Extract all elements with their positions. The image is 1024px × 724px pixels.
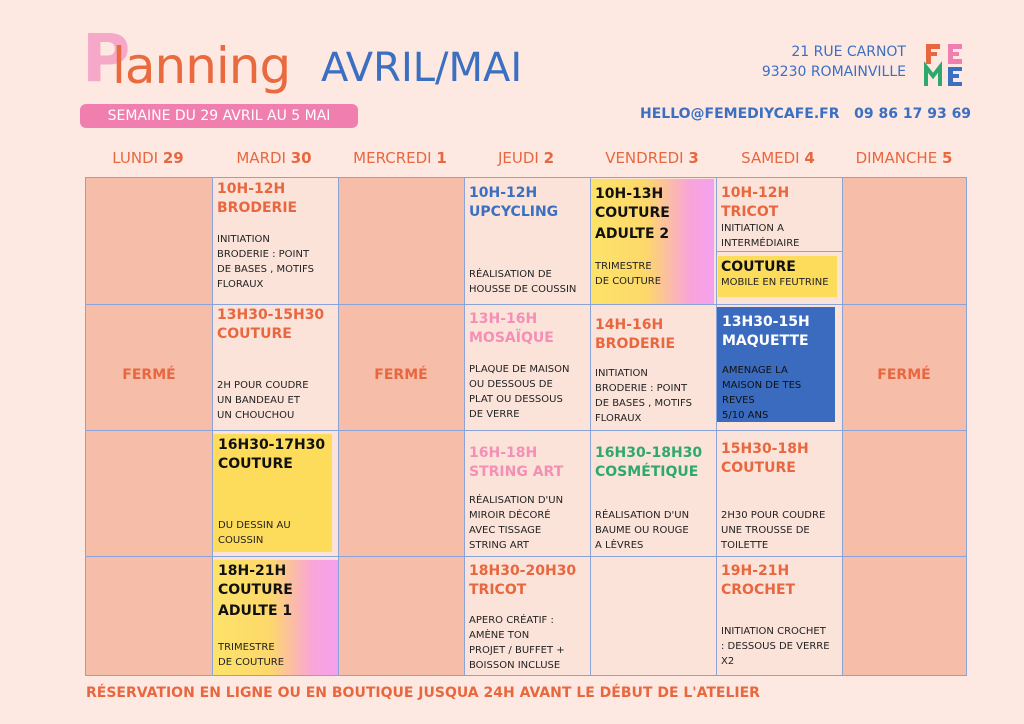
session-description: PLAQUE DE MAISON OU DESSOUS DE PLAT OU DESSOUS DE VERRE bbox=[469, 364, 570, 420]
day-header-saturday: SAMEDI 4 bbox=[741, 149, 815, 167]
day-header-wednesday: MERCREDI 1 bbox=[353, 149, 447, 167]
divider bbox=[716, 251, 842, 252]
session-time: 13H30-15H30 bbox=[217, 307, 325, 323]
session-time: 16H30-18H30 bbox=[595, 445, 703, 461]
session-description: MOBILE EN FEUTRINE bbox=[721, 277, 829, 288]
session-name: COUTURE bbox=[218, 456, 293, 472]
session-name: TRICOT bbox=[721, 204, 779, 220]
session-thursday-1[interactable] bbox=[464, 178, 590, 304]
day-header-monday: LUNDI 29 bbox=[112, 149, 184, 167]
column-divider bbox=[464, 178, 465, 675]
email-link[interactable]: HELLO@FEMEDIYCAFE.FR bbox=[640, 106, 840, 122]
session-description: TRIMESTRE DE COUTURE bbox=[595, 261, 662, 287]
session-name: BRODERIE bbox=[217, 200, 298, 216]
session-time: 16H30-17H30 bbox=[218, 437, 326, 453]
week-badge: SEMAINE DU 29 AVRIL AU 5 MAI bbox=[80, 104, 358, 128]
session-name: BRODERIE bbox=[595, 336, 676, 352]
session-description: TRIMESTRE DE COUTURE bbox=[218, 642, 285, 668]
session-description: INITIATION A INTERMÉDIAIRE bbox=[721, 223, 800, 249]
phone-number[interactable]: 09 86 17 93 69 bbox=[854, 106, 972, 122]
row-divider bbox=[86, 430, 966, 431]
session-time: 18H-21H bbox=[218, 563, 287, 579]
session-description: INITIATION BRODERIE : POINT DE BASES , MOTIFS FLORAUX bbox=[595, 368, 692, 424]
closed-label-wednesday: FERMÉ bbox=[374, 367, 428, 383]
session-tuesday-1[interactable] bbox=[212, 178, 338, 304]
closed-label-sunday: FERMÉ bbox=[877, 367, 931, 383]
session-name: MOSAÏQUE bbox=[469, 330, 554, 346]
session-time: 10H-12H bbox=[217, 181, 286, 197]
session-friday-1[interactable] bbox=[590, 179, 714, 304]
closed-column-monday bbox=[86, 178, 212, 675]
session-description: 2H POUR COUDRE UN BANDEAU ET UN CHOUCHOU bbox=[217, 380, 309, 421]
session-name-line2: ADULTE 1 bbox=[218, 603, 293, 619]
session-time: 13H30-15H bbox=[722, 314, 810, 330]
session-name: COSMÉTIQUE bbox=[595, 464, 699, 480]
femediy-logo bbox=[924, 42, 972, 88]
session-tuesday-4[interactable] bbox=[213, 560, 338, 675]
column-divider bbox=[212, 178, 213, 675]
session-time: 13H-16H bbox=[469, 311, 538, 327]
session-name: COUTURE bbox=[595, 205, 670, 221]
session-time: 10H-12H bbox=[721, 185, 790, 201]
session-name: TRICOT bbox=[469, 582, 527, 598]
session-description: RÉALISATION DE HOUSSE DE COUSSIN bbox=[469, 269, 577, 295]
session-name: UPCYCLING bbox=[469, 204, 559, 220]
session-name: MAQUETTE bbox=[722, 333, 809, 349]
month-title: AVRIL/MAI bbox=[321, 45, 523, 91]
session-time: 14H-16H bbox=[595, 317, 664, 333]
session-name: COUTURE bbox=[218, 582, 293, 598]
session-time: 10H-13H bbox=[595, 186, 664, 202]
closed-column-sunday bbox=[842, 178, 966, 675]
session-time: 19H-21H bbox=[721, 563, 790, 579]
session-description: RÉALISATION D'UN BAUME OU ROUGE A LÈVRES bbox=[595, 510, 690, 551]
day-header-tuesday: MARDI 30 bbox=[236, 149, 312, 167]
session-friday-2[interactable] bbox=[590, 304, 716, 430]
session-description: INITIATION CROCHET : DESSOUS DE VERRE X2 bbox=[721, 626, 830, 667]
session-saturday-2[interactable] bbox=[717, 307, 835, 422]
session-time: 15H30-18H bbox=[721, 441, 809, 457]
day-header-sunday: DIMANCHE 5 bbox=[855, 149, 953, 167]
session-saturday-1b[interactable] bbox=[718, 256, 837, 297]
session-description: INITIATION BRODERIE : POINT DE BASES , MOTIFS FLORAUX bbox=[217, 234, 314, 290]
schedule-grid bbox=[85, 177, 967, 676]
session-description: DU DESSIN AU COUSSIN bbox=[218, 520, 291, 546]
closed-label-monday: FERMÉ bbox=[122, 367, 176, 383]
row-divider bbox=[86, 556, 966, 557]
session-saturday-1[interactable] bbox=[716, 178, 842, 251]
session-name: COUTURE bbox=[217, 326, 292, 342]
session-time: 16H-18H bbox=[469, 445, 538, 461]
session-time: 18H30-20H30 bbox=[469, 563, 577, 579]
session-description: APERO CRÉATIF : AMÈNE TON PROJET / BUFFET + BOISSON INCLUSE bbox=[469, 615, 565, 671]
session-name: CROCHET bbox=[721, 582, 796, 598]
session-tuesday-2[interactable] bbox=[212, 304, 338, 430]
day-header-thursday: JEUDI 2 bbox=[497, 149, 555, 167]
address-street: 21 RUE CARNOT bbox=[791, 44, 906, 60]
row-divider bbox=[86, 304, 966, 305]
session-description: 2H30 POUR COUDRE UNE TROUSSE DE TOILETTE bbox=[721, 510, 826, 551]
session-name-line2: ADULTE 2 bbox=[595, 226, 670, 242]
session-tuesday-3[interactable] bbox=[213, 434, 332, 552]
day-header-friday: VENDREDI 3 bbox=[605, 149, 699, 167]
session-time: 10H-12H bbox=[469, 185, 538, 201]
closed-column-wednesday bbox=[338, 178, 464, 675]
session-name: STRING ART bbox=[469, 464, 564, 480]
session-thursday-3[interactable] bbox=[464, 430, 590, 556]
session-description: AMENAGE LA MAISON DE TES REVES 5/10 ANS bbox=[722, 365, 802, 421]
session-description: RÉALISATION D'UN MIROIR DÉCORÉ AVEC TISSAGE STRING ART bbox=[469, 495, 564, 551]
session-thursday-2[interactable] bbox=[464, 304, 590, 430]
session-saturday-3[interactable] bbox=[716, 430, 842, 556]
planning-title: lanning bbox=[112, 37, 291, 95]
reservation-notice: RÉSERVATION EN LIGNE OU EN BOUTIQUE JUSQUA 24H AVANT LE DÉBUT DE L'ATELIER bbox=[86, 685, 760, 701]
session-thursday-4[interactable] bbox=[464, 556, 590, 675]
contact-line bbox=[640, 106, 971, 122]
session-saturday-4[interactable] bbox=[716, 556, 842, 675]
session-name: COUTURE bbox=[721, 460, 796, 476]
column-divider bbox=[842, 178, 843, 675]
column-divider bbox=[590, 178, 591, 675]
session-name: COUTURE bbox=[721, 259, 796, 275]
column-divider bbox=[716, 178, 717, 675]
session-friday-3[interactable] bbox=[590, 430, 716, 556]
column-divider bbox=[338, 178, 339, 675]
logo-letter-p: P bbox=[82, 20, 131, 97]
address-city: 93230 ROMAINVILLE bbox=[761, 64, 906, 80]
